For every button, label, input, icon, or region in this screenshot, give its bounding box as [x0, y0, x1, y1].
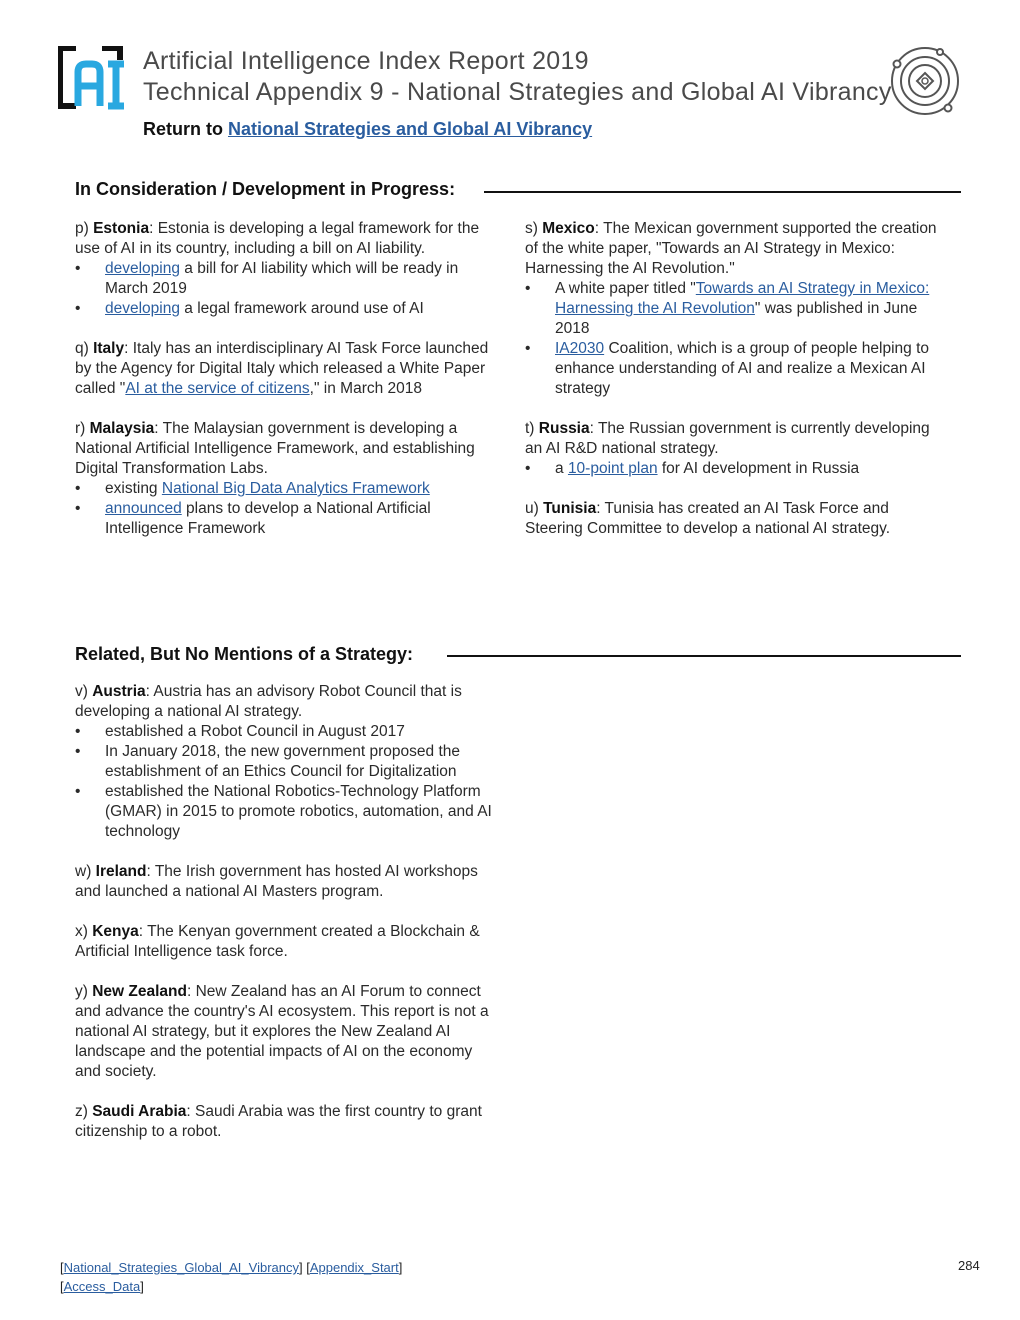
entry-text: : New Zealand has an AI Forum to connect and advance the country's AI ecosystem. This report is not a national AI strategy, but it explores the New Zealand AI landscape and the potential impacts of AI on the economy and society. [75, 983, 489, 1080]
list-item: • In January 2018, the new government proposed the establishment of an Ethics Council for Digitalization [75, 742, 500, 782]
entry-text: : The Mexican government supported the creation of the white paper, "Towards an AI Strategy in Mexico: Harnessing the AI Revolution." [525, 220, 937, 277]
entry-letter: u) [525, 500, 544, 517]
entry-malaysia-desc [75, 419, 500, 479]
country-name: New Zealand [92, 983, 187, 1000]
list-item [75, 479, 500, 499]
entry-letter: z) [75, 1103, 93, 1120]
section-heading-related: Related, But No Mentions of a Strategy: [75, 644, 414, 664]
entry-letter: w) [75, 863, 96, 880]
entry-russia-desc [525, 419, 945, 459]
entry-saudi-arabia [75, 1102, 500, 1142]
list-item [75, 499, 500, 539]
entry-text: : The Kenyan government created a Blockchain & Artificial Intelligence task force. [75, 923, 480, 960]
country-name: Mexico [542, 220, 595, 237]
entry-estonia [75, 219, 500, 319]
big-data-framework-link[interactable]: National Big Data Analytics Framework [161, 480, 430, 497]
orbit-icon [888, 44, 962, 118]
return-link[interactable]: National Strategies and Global AI Vibrancy [228, 119, 593, 139]
entry-letter: s) [525, 220, 543, 237]
developing-bill-link[interactable]: developing [105, 260, 180, 277]
footer-link-appendix-start[interactable]: Appendix_Start [309, 1260, 399, 1275]
section-heading-in-consideration: In Consideration / Development in Progress: [75, 179, 456, 199]
entry-letter: v) [75, 683, 93, 700]
list-item [525, 279, 945, 339]
country-name: Tunisia [543, 500, 597, 517]
entry-letter: y) [75, 983, 93, 1000]
entry-russia [525, 419, 945, 479]
entry-text: : Saudi Arabia was the first country to grant citizenship to a robot. [75, 1103, 482, 1140]
list-item-text: plans to develop a National Artificial Intelligence Framework [105, 500, 431, 537]
entry-letter: p) [75, 220, 94, 237]
entry-tunisia [525, 499, 945, 539]
ai-logo-icon [58, 46, 130, 110]
entry-letter: q) [75, 340, 94, 357]
entry-text: : Austria has an advisory Robot Council that is developing a national AI strategy. [75, 683, 462, 720]
entry-kenya [75, 922, 500, 962]
section-divider [447, 655, 961, 657]
return-prefix: Return to [143, 119, 228, 139]
entry-kenya-desc [75, 922, 500, 962]
return-line [143, 117, 592, 141]
page-number: 284 [958, 1258, 980, 1273]
entry-text: : The Malaysian government is developing a National Artificial Intelligence Framework, and establishing Digital Transformation Labs. [75, 420, 475, 477]
entry-italy [75, 339, 500, 399]
list-item-text: A white paper titled " [555, 280, 696, 297]
list-item-text: Coalition, which is a group of people helping to enhance understanding of AI and realize a Mexican AI strategy [555, 340, 929, 397]
list-item-text: " was published in June 2018 [555, 300, 918, 337]
country-name: Kenya [92, 923, 139, 940]
country-name: Ireland [95, 863, 147, 880]
list-item: • established the National Robotics-Technology Platform (GMAR) in 2015 to promote robotics, automation, and AI technology [75, 782, 500, 842]
orbit-emblem [888, 44, 962, 118]
list-item-text: for AI development in Russia [657, 460, 860, 477]
mexico-white-paper-link[interactable]: Towards an AI Strategy in Mexico: Harnessing the AI Revolution [555, 280, 930, 317]
entry-austria [75, 682, 500, 842]
section1-left-column [75, 219, 500, 559]
list-item-text: a [555, 460, 568, 477]
ai-service-citizens-link[interactable]: AI at the service of citizens [125, 380, 310, 397]
appendix-title: Technical Appendix 9 - National Strategies and Global AI Vibrancy [143, 78, 892, 106]
list-item [75, 259, 500, 299]
list-item-text: a bill for AI liability which will be ready in March 2019 [105, 260, 459, 297]
country-name: Saudi Arabia [92, 1103, 187, 1120]
report-title: Artificial Intelligence Index Report 2019 [143, 47, 589, 75]
country-name: Russia [538, 420, 590, 437]
footer-link-access-data[interactable]: Access_Data [63, 1279, 141, 1294]
entry-text: : The Irish government has hosted AI workshops and launched a national AI Masters program. [75, 863, 478, 900]
entry-austria-desc [75, 682, 500, 722]
entry-text: : Italy has an interdisciplinary AI Task Force launched by the Agency for Digital Italy which released a White Paper called " [75, 340, 489, 397]
entry-letter: x) [75, 923, 93, 940]
country-name: Estonia [93, 220, 150, 237]
entry-text: : Tunisia has created an AI Task Force and Steering Committee to develop a national AI strategy. [525, 500, 891, 537]
entry-italy-desc [75, 339, 500, 399]
entry-letter: r) [75, 420, 90, 437]
entry-letter: t) [525, 420, 539, 437]
entry-text: : The Russian government is currently developing an AI R&D national strategy. [525, 420, 930, 457]
developing-framework-link[interactable]: developing [105, 300, 180, 317]
entry-text: : Estonia is developing a legal framework for the use of AI in its country, including a bill on AI liability. [75, 220, 480, 257]
entry-tunisia-desc [525, 499, 945, 539]
entry-new-zealand [75, 982, 500, 1082]
list-item [75, 299, 500, 319]
country-name: Austria [92, 683, 146, 700]
country-name: Malaysia [89, 420, 155, 437]
entry-estonia-desc [75, 219, 500, 259]
footer-nav: [National_Strategies_Global_AI_Vibrancy] [Appendix_Start] [Access_Data] [60, 1260, 403, 1294]
entry-new-zealand-desc [75, 982, 500, 1082]
entry-mexico [525, 219, 945, 399]
list-item: • established a Robot Council in August 2017 [75, 722, 500, 742]
entry-text: ," in March 2018 [309, 380, 423, 397]
entry-saudi-arabia-desc [75, 1102, 500, 1142]
section-divider [484, 191, 961, 193]
entry-malaysia [75, 419, 500, 539]
list-item [525, 339, 945, 399]
ai-index-logo [58, 46, 130, 110]
entry-ireland-desc [75, 862, 500, 902]
list-item [525, 459, 945, 479]
announced-link[interactable]: announced [105, 500, 182, 517]
country-name: Italy [93, 340, 125, 357]
entry-mexico-desc [525, 219, 945, 279]
section2-left-column [75, 682, 500, 1162]
section1-right-column [525, 219, 945, 559]
entry-ireland [75, 862, 500, 902]
list-item-text: a legal framework around use of AI [179, 300, 424, 317]
footer-link-national-strategies[interactable]: National_Strategies_Global_AI_Vibrancy [63, 1260, 299, 1275]
ten-point-plan-link[interactable]: 10-point plan [567, 460, 658, 477]
ia2030-link[interactable]: IA2030 [555, 340, 605, 357]
list-item-text: existing [105, 480, 162, 497]
